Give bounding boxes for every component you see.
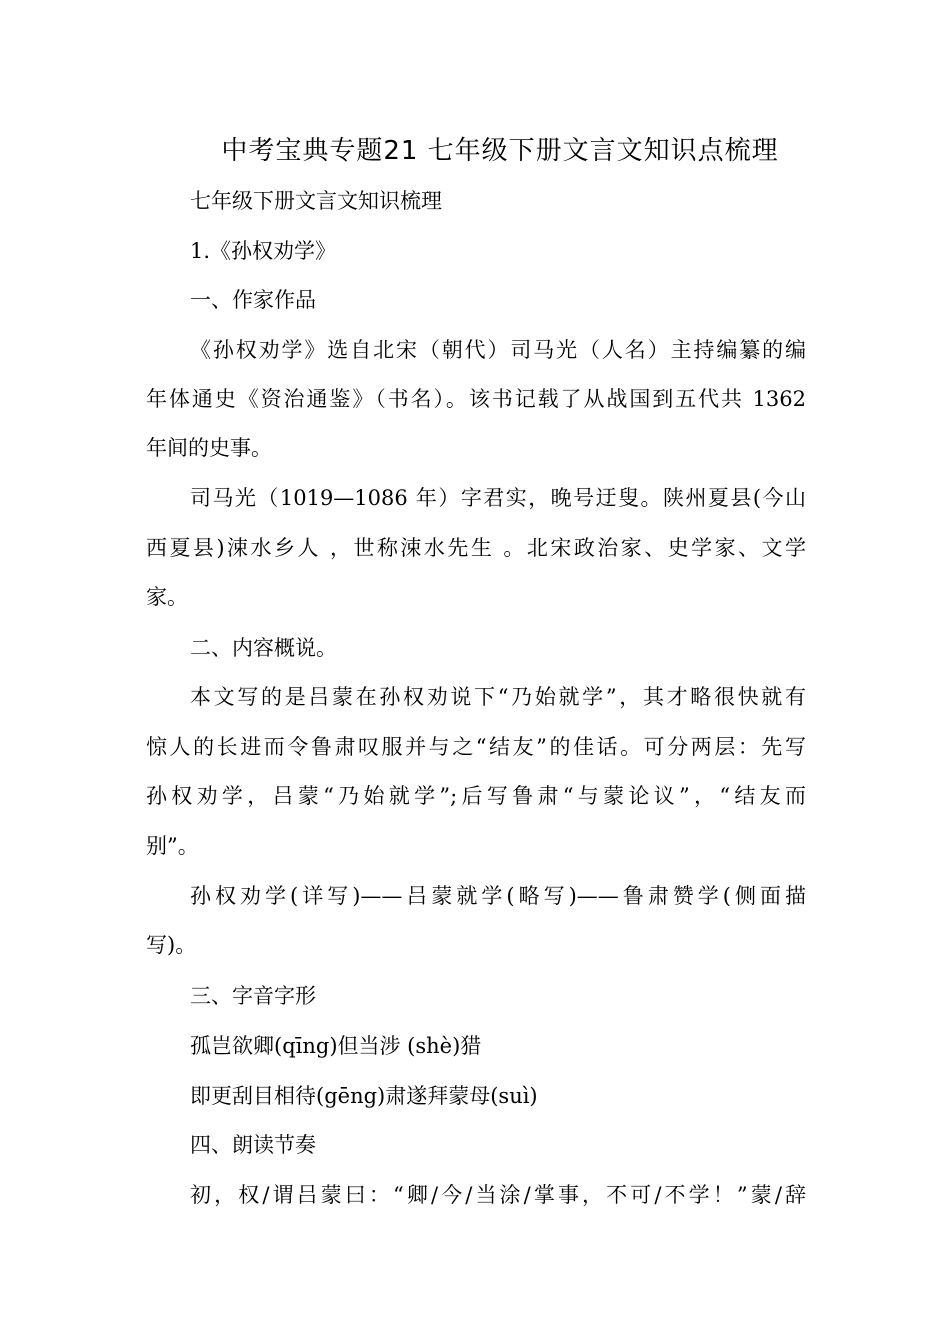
paragraph-line: 《孙权劝学》选自北宋（朝代）司马光（人名）主持编纂的编 bbox=[190, 338, 806, 362]
paragraph-line: 别”。 bbox=[146, 834, 199, 858]
paragraph-line: 本文写的是吕蒙在孙权劝说下“乃始就学”，其才略很快就有 bbox=[190, 685, 806, 709]
paragraph-line: 司马光（1019—1086 年）字君实，晚号迂叟。陕州夏县(今山 bbox=[190, 486, 806, 510]
page-title: 中考宝典专题21 七年级下册文言文知识点梳理 bbox=[221, 136, 779, 166]
subtitle: 七年级下册文言文知识梳理 bbox=[190, 189, 442, 213]
paragraph-line: 年间的史事。 bbox=[146, 436, 272, 460]
paragraph-line: 年体通史《资治通鉴》（书名）。该书记载了从战国到五代共 1362 bbox=[146, 387, 806, 411]
paragraph-line: 孙权劝学(详写)——吕蒙就学(略写)——鲁肃赞学(侧面描 bbox=[190, 884, 806, 908]
item-heading: 1.《孙权劝学》 bbox=[190, 239, 337, 263]
reading-rhythm-line: 初，权/谓吕蒙曰：“卿/今/当涂/掌事，不可/不学！”蒙/辞 bbox=[190, 1183, 806, 1207]
paragraph-line: 西夏县)涑水乡人 ，世称涑水先生 。北宋政治家、史学家、文学 bbox=[146, 536, 806, 560]
section-heading-pronunciation: 三、字音字形 bbox=[190, 984, 316, 1008]
paragraph-line: 惊人的长进而令鲁肃叹服并与之“结友”的佳话。可分两层：先写 bbox=[146, 735, 806, 759]
section-heading-reading: 四、朗读节奏 bbox=[190, 1133, 316, 1157]
pinyin-line: 孤岂欲卿(qīng)但当涉 (shè)猎 bbox=[190, 1034, 482, 1058]
paragraph-line: 写)。 bbox=[146, 933, 197, 957]
section-heading-content: 二、内容概说。 bbox=[190, 636, 337, 660]
paragraph-line: 家。 bbox=[146, 585, 188, 609]
pinyin-line: 即更刮目相待(gēng)肃遂拜蒙母(suì) bbox=[190, 1084, 538, 1108]
section-heading-authors: 一、作家作品 bbox=[190, 288, 316, 312]
paragraph-line: 孙权劝学，吕蒙“乃始就学”;后写鲁肃“与蒙论议”，“结友而 bbox=[146, 784, 806, 808]
